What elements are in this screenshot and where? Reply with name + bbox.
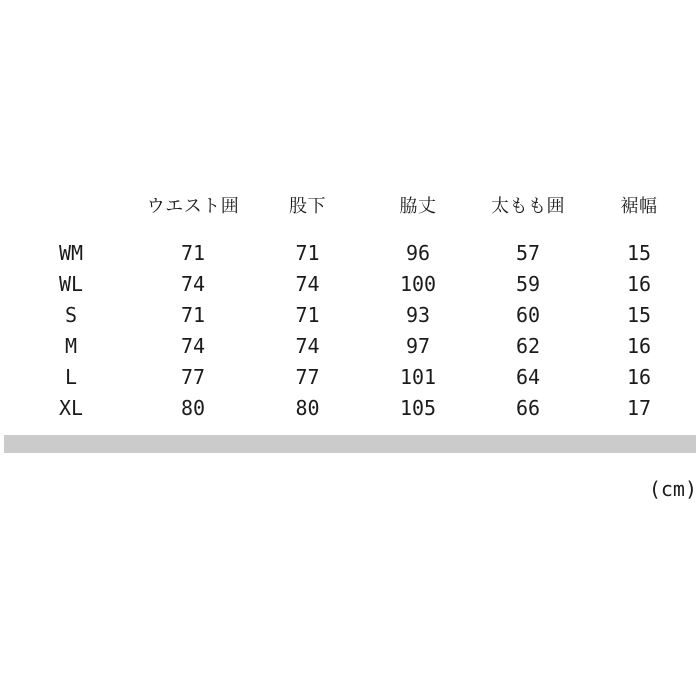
column-header-side-length: 脇丈 bbox=[399, 196, 437, 217]
column-header-inseam: 股下 bbox=[289, 196, 326, 217]
table-row-m bbox=[8, 330, 695, 361]
cell-wm-side-length: 96 bbox=[405, 240, 431, 265]
cell-wl-side-length: 100 bbox=[399, 271, 437, 296]
cell-s-waist: 71 bbox=[180, 302, 206, 327]
cell-s-hem-width: 15 bbox=[626, 302, 652, 327]
cell-wm-waist: 71 bbox=[180, 240, 206, 265]
cell-xl-thigh: 66 bbox=[515, 395, 541, 420]
row-label-wm: WM bbox=[58, 240, 84, 265]
cell-xl-inseam: 80 bbox=[295, 395, 320, 420]
cell-l-side-length: 101 bbox=[399, 364, 437, 389]
column-header-waist: ウエスト囲 bbox=[146, 196, 240, 217]
row-label-m: M bbox=[64, 333, 78, 358]
cell-wl-waist: 74 bbox=[180, 271, 206, 296]
divider-bar bbox=[4, 435, 696, 453]
cell-xl-waist: 80 bbox=[180, 395, 206, 420]
cell-wl-thigh: 59 bbox=[515, 271, 541, 296]
cell-l-thigh: 64 bbox=[515, 364, 541, 389]
cell-m-hem-width: 16 bbox=[626, 333, 652, 358]
cell-l-hem-width: 16 bbox=[626, 364, 652, 389]
cell-wm-inseam: 71 bbox=[295, 240, 320, 265]
column-header-hem-width: 裾幅 bbox=[620, 196, 658, 217]
cell-m-waist: 74 bbox=[180, 333, 206, 358]
cell-wm-thigh: 57 bbox=[515, 240, 541, 265]
spacer-row bbox=[8, 220, 695, 237]
cell-s-inseam: 71 bbox=[295, 302, 320, 327]
cell-m-thigh: 62 bbox=[515, 333, 541, 358]
column-header-thigh: 太もも囲 bbox=[491, 196, 565, 217]
cell-m-inseam: 74 bbox=[295, 333, 320, 358]
table-header-row bbox=[8, 190, 695, 220]
size-chart-table bbox=[8, 190, 695, 423]
cell-wm-hem-width: 15 bbox=[626, 240, 652, 265]
cell-wl-inseam: 74 bbox=[295, 271, 320, 296]
unit-label: (cm) bbox=[648, 477, 697, 501]
table-row-wl bbox=[8, 268, 695, 299]
table-row-wm bbox=[8, 237, 695, 268]
cell-s-thigh: 60 bbox=[515, 302, 541, 327]
cell-s-side-length: 93 bbox=[405, 302, 431, 327]
row-label-wl: WL bbox=[58, 271, 84, 296]
cell-l-inseam: 77 bbox=[295, 364, 320, 389]
corner-cell bbox=[8, 190, 134, 220]
cell-xl-side-length: 105 bbox=[399, 395, 437, 420]
cell-xl-hem-width: 17 bbox=[626, 395, 652, 420]
cell-wl-hem-width: 16 bbox=[626, 271, 652, 296]
cell-l-waist: 77 bbox=[180, 364, 206, 389]
row-label-xl: XL bbox=[58, 395, 84, 420]
cell-m-side-length: 97 bbox=[405, 333, 431, 358]
row-label-l: L bbox=[64, 364, 78, 389]
table-row-l bbox=[8, 361, 695, 392]
table-row-xl bbox=[8, 392, 695, 423]
row-label-s: S bbox=[64, 302, 78, 327]
table-row-s bbox=[8, 299, 695, 330]
